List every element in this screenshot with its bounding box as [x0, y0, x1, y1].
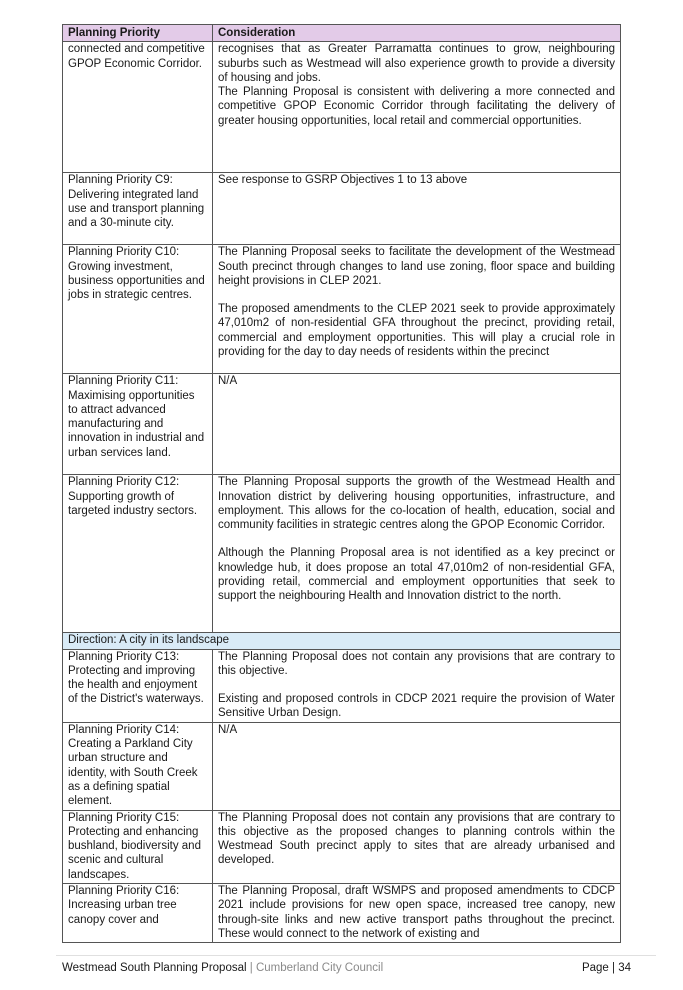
table-header-row: [63, 25, 621, 42]
table-row: [63, 475, 621, 633]
priority-cell: connected and competitive GPOP Economic Corridor.: [63, 42, 213, 173]
consideration-paragraph: N/A: [218, 723, 238, 736]
header-consideration: Consideration: [213, 25, 621, 42]
table-row: [63, 173, 621, 245]
priority-cell: Planning Priority C11: Maximising opportunities to attract advanced manufacturing and innovation in industrial and urban services land.: [63, 374, 213, 475]
priority-cell: Planning Priority C13: Protecting and improving the health and enjoyment of the District's waterways.: [63, 649, 213, 722]
direction-heading: Direction: A city in its landscape: [63, 633, 621, 649]
table-row: [63, 649, 621, 722]
consideration-cell: [213, 42, 621, 173]
consideration-paragraph: The Planning Proposal is consistent with delivering a more connected and competitive GPOP Economic Corridor through facilitating the delivery of greater housing opportunities, local retail and commercial opportunities.: [218, 86, 615, 127]
table-row: [63, 42, 621, 173]
priority-cell: Planning Priority C12: Supporting growth of targeted industry sectors.: [63, 475, 213, 633]
consideration-cell: [213, 810, 621, 883]
consideration-cell: [213, 173, 621, 245]
footer-doc-title: Westmead South Planning Proposal: [62, 962, 247, 974]
table-row: [63, 810, 621, 883]
consideration-cell: [213, 374, 621, 475]
direction-row: [63, 633, 621, 649]
consideration-cell: [213, 884, 621, 943]
consideration-paragraph: The Planning Proposal does not contain any provisions that are contrary to this objective as the proposed changes to planning controls within the Westmead South precinct apply to sites that are already urbanised and developed.: [218, 811, 615, 867]
table-row: [63, 722, 621, 810]
consideration-paragraph: The Planning Proposal, draft WSMPS and proposed amendments to CDCP 2021 include provisions for new open space, increased tree canopy, new through-site links and new active transport paths throughout the precinct. These would connect to the network of existing and: [218, 885, 615, 940]
consideration-paragraph: recognises that as Greater Parramatta continues to grow, neighbouring suburbs such as Westmead will also experience growth to provide a diversity of housing and jobs.: [218, 43, 615, 84]
header-planning-priority: Planning Priority: [63, 25, 213, 42]
footer-doc-info: [62, 962, 383, 974]
footer-council: Cumberland City Council: [255, 962, 384, 974]
consideration-paragraph: The Planning Proposal does not contain any provisions that are contrary to this objective.: [218, 650, 615, 677]
consideration-paragraph: The proposed amendments to the CLEP 2021 seek to provide approximately 47,010m2 of non-residential GFA throughout the precinct, providing retail, commercial and employment opportunities. This will play a crucial role in providing for the day to day needs of residents within the precinct: [218, 303, 615, 359]
consideration-paragraph: N/A: [218, 375, 238, 388]
priority-cell: Planning Priority C16: Increasing urban tree canopy cover and: [63, 884, 213, 943]
consideration-paragraph: Although the Planning Proposal area is not identified as a key precinct or knowledge hub, it does propose an total 47,010m2 of non-residential GFA, providing retail, commercial and employment opportunities that seek to support the neighbouring Health and Innovation district to the north.: [218, 547, 615, 603]
priority-cell: Planning Priority C9: Delivering integrated land use and transport planning and a 30-minute city.: [63, 173, 213, 245]
consideration-paragraph: The Planning Proposal supports the growth of the Westmead Health and Innovation district by delivering housing opportunities, infrastructure, and employment. This allows for the co-location of health, education, social and community facilities in strategic centres along the GPOP Economic Corridor.: [218, 476, 615, 532]
footer-separator: |: [249, 962, 253, 974]
consideration-paragraph: See response to GSRP Objectives 1 to 13 above: [218, 174, 468, 187]
footer-divider: [56, 955, 656, 956]
priority-cell: Planning Priority C10: Growing investment, business opportunities and jobs in strategic centres.: [63, 245, 213, 374]
table-row: [63, 884, 621, 943]
consideration-cell: [213, 245, 621, 374]
consideration-cell: [213, 649, 621, 722]
consideration-paragraph: Existing and proposed controls in CDCP 2021 require the provision of Water Sensitive Urban Design.: [218, 693, 615, 720]
priority-cell: Planning Priority C14: Creating a Parkland City urban structure and identity, with South Creek as a defining spatial element.: [63, 722, 213, 810]
page-number: Page | 34: [581, 962, 631, 974]
table-row: [63, 245, 621, 374]
consideration-paragraph: The Planning Proposal seeks to facilitate the development of the Westmead South precinct through changes to land use zoning, floor space and building height provisions in CLEP 2021.: [218, 246, 615, 287]
consideration-cell: [213, 475, 621, 633]
consideration-cell: [213, 722, 621, 810]
priority-cell: Planning Priority C15: Protecting and enhancing bushland, biodiversity and scenic and cultural landscapes.: [63, 810, 213, 883]
planning-priority-table: [62, 24, 621, 943]
table-row: [63, 374, 621, 475]
